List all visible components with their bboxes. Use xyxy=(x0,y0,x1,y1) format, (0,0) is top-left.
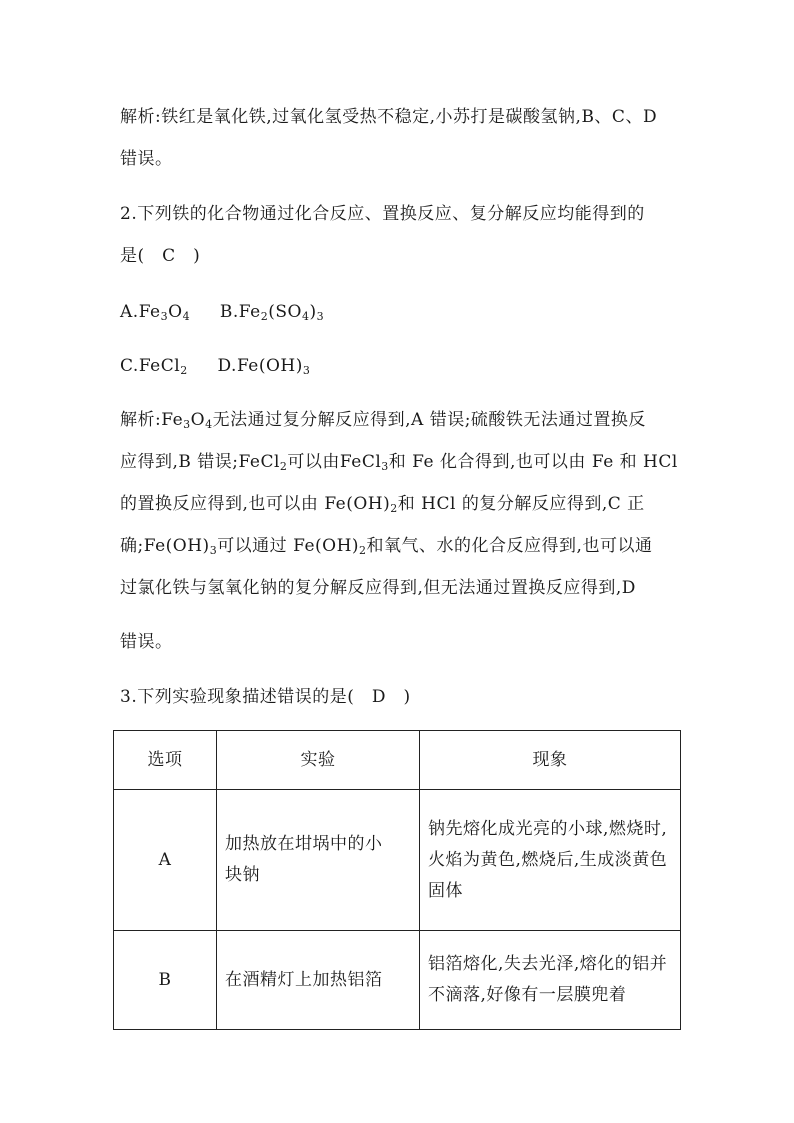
analysis-2-line-4: 确$;Fe(OH)_3$可以通过 $Fe(OH)_2$和氧气、水的化合反应得到,也可以通 xyxy=(120,536,653,557)
header-phenomenon: 现象 xyxy=(420,731,681,790)
analysis-1-line-1: 解析:铁红是氧化铁,过氧化氢受热不稳定,小苏打是碳酸氢钠,B、C、D xyxy=(120,107,658,127)
option-b-label: B. xyxy=(219,302,239,322)
formula-fecl2: FeCl$_2$ xyxy=(238,452,288,473)
question-2-stem-line-2: 是( C ) xyxy=(120,246,201,266)
analysis-2-line-5: 过氯化铁与氢氧化钠的复分解反应得到,但无法通过置换反应得到,D xyxy=(120,578,636,598)
option-c-formula: FeCl$_2$ xyxy=(138,356,188,377)
analysis-1-line-2: 错误。 xyxy=(120,149,173,169)
experiment-table xyxy=(113,730,681,1030)
formula-fe3o4: $Fe_3O_4$ xyxy=(161,410,213,431)
formula-fecl3: FeCl$_3$ xyxy=(339,452,389,473)
row-b-experiment: 在酒精灯上加热铝箔 xyxy=(217,931,420,1030)
option-b-formula: $Fe_2(SO_4)_3$ xyxy=(238,302,325,323)
header-option: 选项 xyxy=(114,731,217,790)
question-2-options-cd xyxy=(120,354,310,378)
row-a-phenomenon: 钠先熔化成光亮的小球,燃烧时, 火焰为黄色,燃烧后,生成淡黄色 固体 xyxy=(420,790,681,931)
row-b-option: B xyxy=(114,931,217,1030)
header-experiment: 实验 xyxy=(217,731,420,790)
row-a-option: A xyxy=(114,790,217,931)
row-b-phenomenon: 铝箔熔化,失去光泽,熔化的铝并 不滴落,好像有一层膜兜着 xyxy=(420,931,681,1030)
row-a-experiment: 加热放在坩埚中的小 块钠 xyxy=(217,790,420,931)
table-row xyxy=(114,790,681,931)
option-d-formula: $Fe(OH)_3$ xyxy=(236,356,311,377)
question-2-stem-line-1: 2.下列铁的化合物通过化合反应、置换反应、复分解反应均能得到的 xyxy=(120,204,645,224)
analysis-2-line-1: 解析$:Fe_3O_4$无法通过复分解反应得到,A 错误;硫酸铁无法通过置换反 xyxy=(120,410,646,431)
analysis-2-line-3: 的置换反应得到,也可以由 $Fe(OH)_2$和 HCl 的复分解反应得到,C 正 xyxy=(120,494,645,515)
formula-feoh3: $Fe(OH)_3$ xyxy=(143,536,218,557)
formula-feoh2: $Fe(OH)_2$ xyxy=(293,536,367,557)
option-d-label: D. xyxy=(217,356,237,376)
analysis-2-line-2: 应得到,B 错误;FeCl$_2$可以由FeCl$_3$和 Fe 化合得到,也可以由 Fe 和 HCl xyxy=(120,452,678,473)
formula-feoh2: $Fe(OH)_2$ xyxy=(324,494,398,515)
option-c-label: C. xyxy=(120,356,139,376)
option-a-label: A. xyxy=(120,302,139,322)
table-header-row xyxy=(114,731,681,790)
analysis-2-line-6: 错误。 xyxy=(120,632,173,652)
question-3-stem: 3.下列实验现象描述错误的是( D ) xyxy=(120,687,411,707)
table-row xyxy=(114,931,681,1030)
option-a-formula: $Fe_3O_4$ xyxy=(138,302,191,323)
question-2-options-ab xyxy=(120,300,324,324)
